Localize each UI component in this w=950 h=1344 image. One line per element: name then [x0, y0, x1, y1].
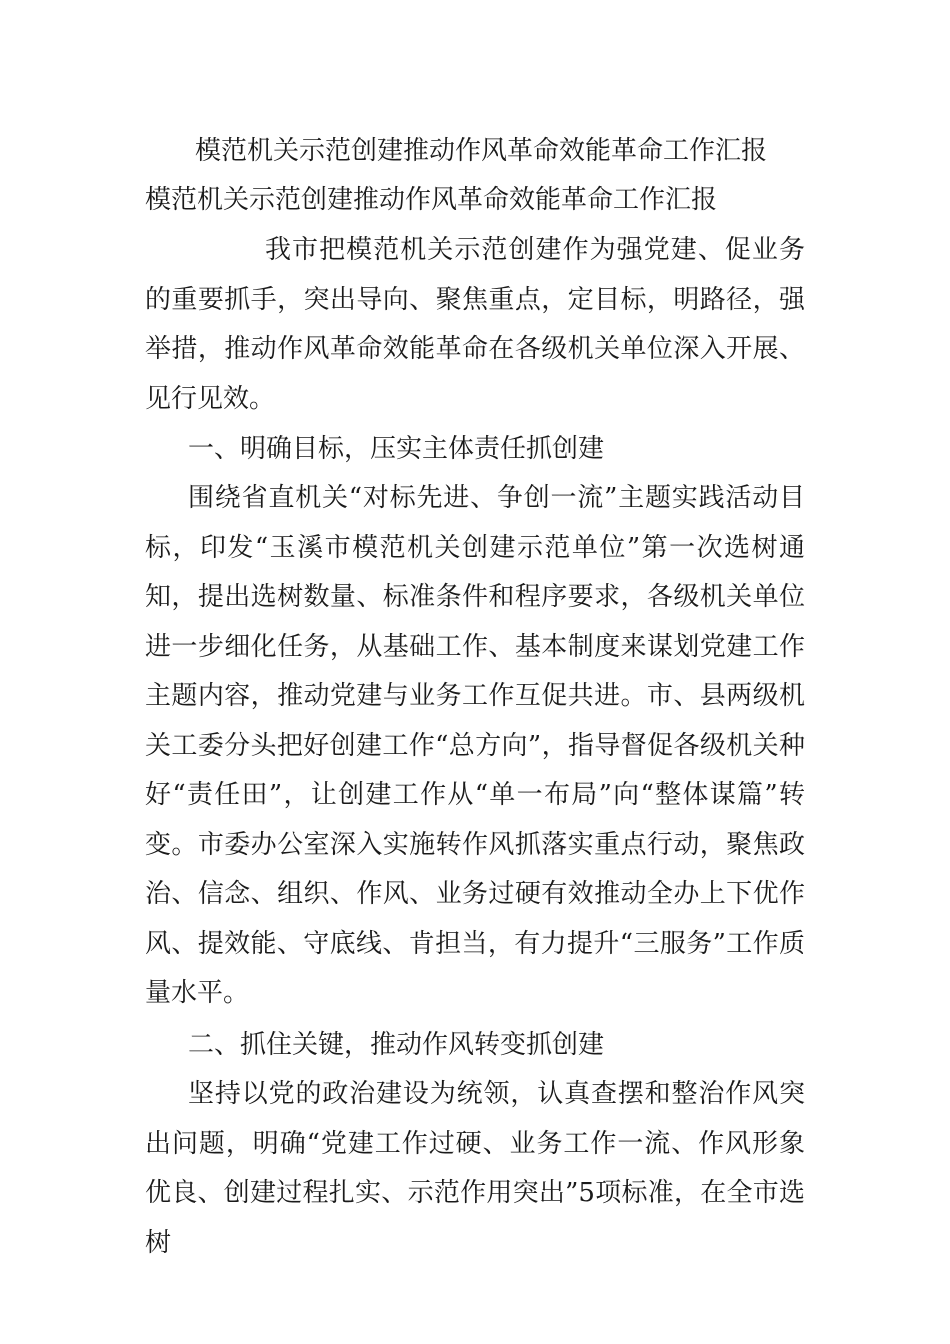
document-title: 模范机关示范创建推动作风革命效能革命工作汇报 — [195, 136, 768, 166]
section-2-paragraph: 坚持以党的政治建设为统领，认真查摆和整治作风突出问题，明确“党建工作过硬、业务工作一流、作风形象优良、创建过程扎实、示范作用突出”5项标准，在全市选树 — [145, 1079, 805, 1258]
section-2-heading: 二、抓住关键，推动作风转变抓创建 — [188, 1030, 605, 1060]
document-subtitle: 模范机关示范创建推动作风革命效能革命工作汇报 — [145, 185, 718, 215]
section-1-paragraph: 围绕省直机关“对标先进、争创一流”主题实践活动目标，印发“玉溪市模范机关创建示范单位”第一次选树通知，提出选树数量、标准条件和程序要求，各级机关单位进一步细化任务，从基础工作、基本制度来谋划党建工作主题内容，推动党建与业务工作互促共进。市、县两级机关工委分头把好创建工作“总方向”，指导督促各级机关种好“责任田”，让创建工作从“单一布局”向“整体谋篇”转变。市委办公室深入实施转作风抓落实重点行动，聚焦政治、信念、组织、作风、业务过硬有效推动全办上下优作风、提效能、守底线、肯担当，有力提升“三服务”工作质量水平。 — [145, 483, 805, 1008]
section-1-heading: 一、明确目标，压实主体责任抓创建 — [188, 434, 605, 464]
intro-paragraph: 我市把模范机关示范创建作为强党建、促业务的重要抓手，突出导向、聚焦重点，定目标，明路径，强举措，推动作风革命效能革命在各级机关单位深入开展、见行见效。 — [145, 235, 805, 414]
